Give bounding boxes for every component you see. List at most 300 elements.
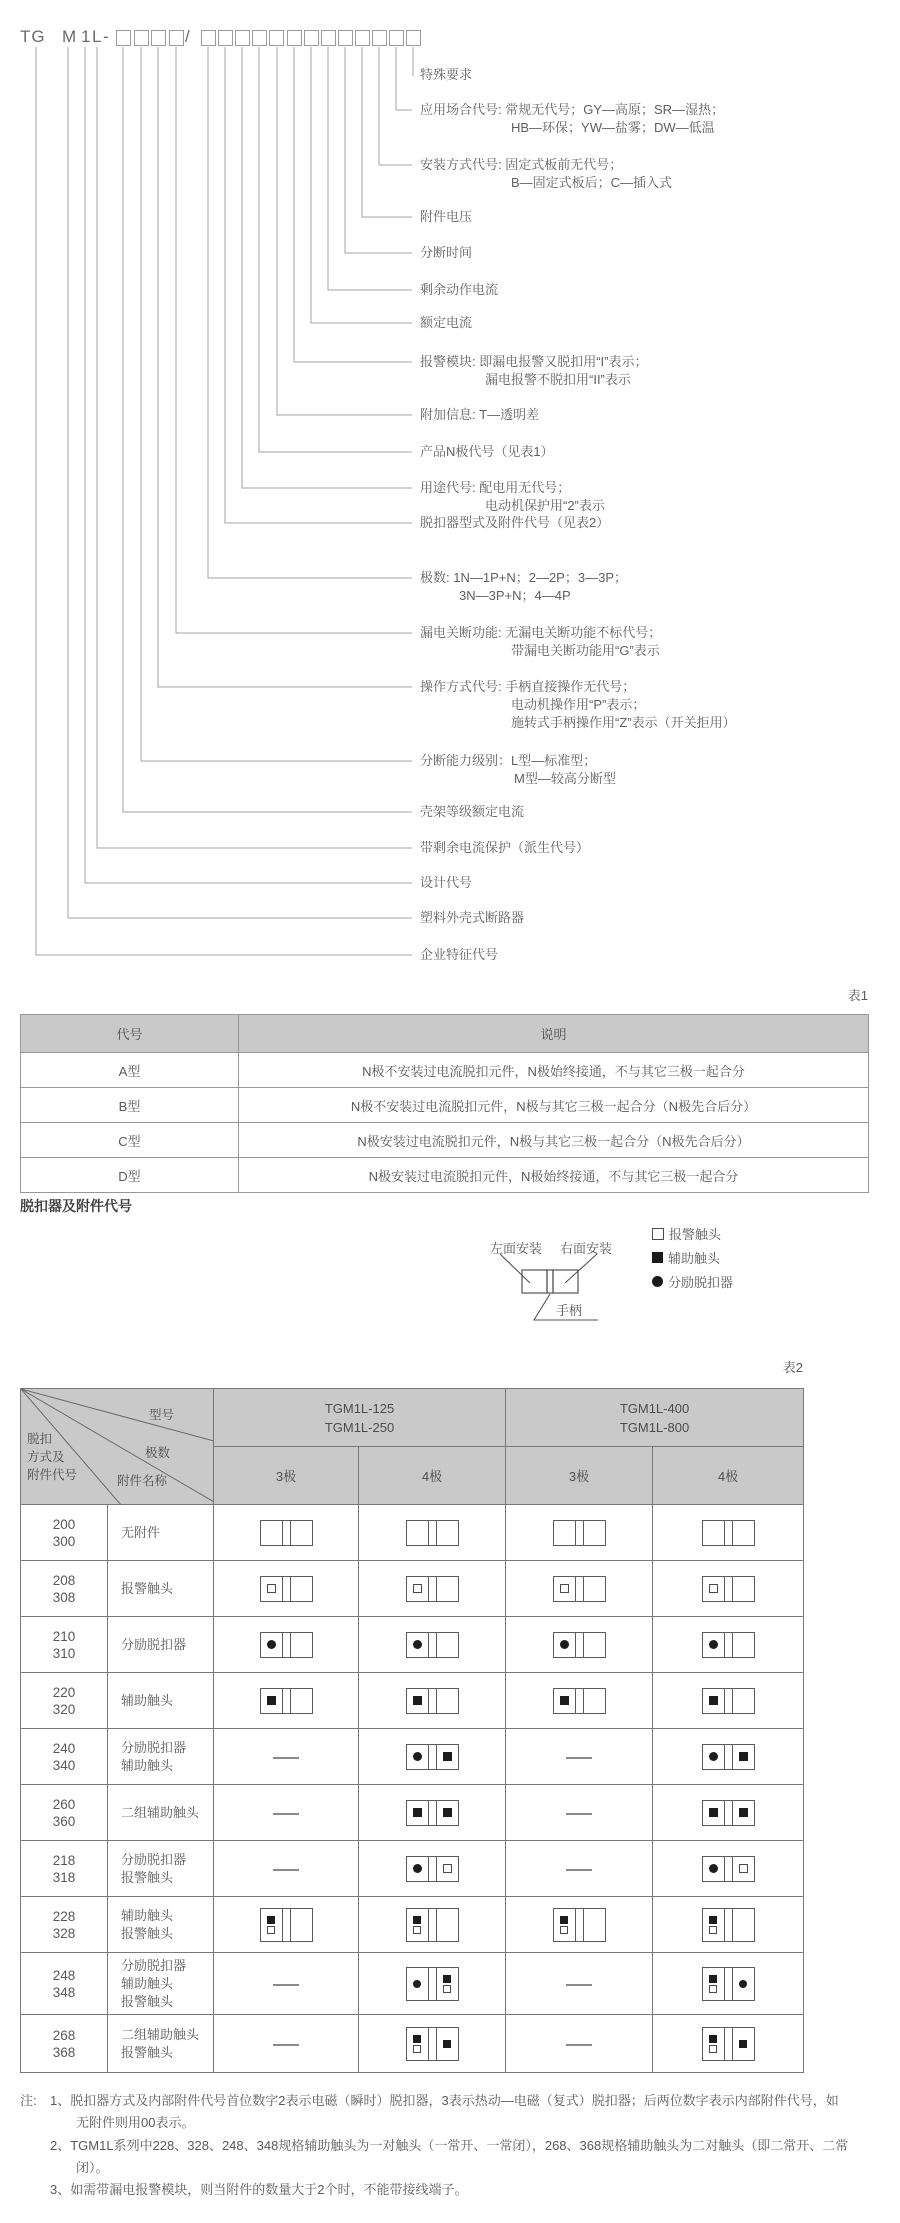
- n-pole-code-table: [20, 1014, 869, 1193]
- model-code-label: [420, 624, 661, 660]
- table2-spec-cell: [214, 1953, 359, 2015]
- table-row: [21, 1561, 804, 1617]
- note-number: 3、: [50, 2182, 71, 2198]
- table2-spec-cell: [653, 1897, 804, 1953]
- table2-spec-cell: [359, 1785, 506, 1841]
- table2-name-cell: [108, 1785, 214, 1841]
- table2-spec-cell: [653, 1505, 804, 1561]
- model-code-label: [420, 281, 498, 299]
- handle-strip: [724, 1521, 733, 1545]
- aux-contact-symbol: [709, 1696, 718, 1705]
- model-code-label: [420, 101, 724, 137]
- accessory-code: 220: [52, 1684, 76, 1700]
- aux-contact-symbol: [739, 1808, 748, 1817]
- handle-strip: [282, 1521, 291, 1545]
- alarm-contact-symbol: [413, 2045, 421, 2053]
- accessory-code: 248: [52, 1967, 76, 1983]
- table2-spec-cell: [506, 1953, 653, 2015]
- alarm-contact-symbol: [443, 1864, 452, 1873]
- table1-cell: N极安装过电流脱扣元件，N极始终接通，不与其它三极一起合分: [239, 1158, 869, 1193]
- aux-contact-symbol: [739, 1752, 748, 1761]
- handle-strip: [724, 1633, 733, 1657]
- table2-spec-cell: [359, 2015, 506, 2073]
- left-mount-cell: [703, 1745, 724, 1769]
- table2-code-cell: [21, 1841, 108, 1897]
- model-name: TGM1L-400: [619, 1400, 690, 1416]
- table2-header-row: [21, 1389, 804, 1447]
- accessory-code: 210: [52, 1628, 76, 1644]
- model-code-label-text: 分断时间: [420, 245, 473, 260]
- accessory-name: 分励脱扣器: [121, 1636, 187, 1652]
- model-code-box: [169, 30, 184, 46]
- model-code-box: [321, 30, 336, 46]
- spec-symbol-box: [406, 1856, 459, 1882]
- handle-strip: [282, 1689, 291, 1713]
- table2-name-cell: [108, 1617, 214, 1673]
- aux-contact-symbol: [413, 1696, 422, 1705]
- aux-contact-symbol: [560, 1696, 569, 1705]
- right-mount-cell: [437, 2028, 458, 2060]
- handle-strip: [724, 1909, 733, 1941]
- table1-cell: A型: [21, 1053, 239, 1088]
- table-row: [21, 1617, 804, 1673]
- model-code-letter: L: [92, 27, 103, 46]
- accessory-name: 辅助触头: [121, 1692, 174, 1708]
- dash-placeholder: [566, 1984, 592, 1986]
- legend-item-shunt-release: [652, 1272, 733, 1291]
- right-mount-cell: [437, 1689, 458, 1713]
- left-mount-cell: [554, 1577, 575, 1601]
- accessory-section-title: 脱扣器及附件代号: [20, 1198, 132, 1214]
- model-code-label-cont: 电动机操作用“P”表示；: [511, 697, 646, 712]
- table2-pole-header: 4极: [653, 1447, 804, 1505]
- dash-placeholder: [566, 1757, 592, 1759]
- aux-contact-symbol: [267, 1916, 275, 1924]
- model-code-box: [338, 30, 353, 46]
- corner-poles-label: 极数: [145, 1446, 171, 1460]
- table2-spec-cell: [653, 1729, 804, 1785]
- aux-contact-symbol: [560, 1916, 568, 1924]
- table2-spec-cell: [653, 1673, 804, 1729]
- table-row: [21, 1053, 869, 1088]
- accessory-name: 报警触头: [121, 1993, 174, 2009]
- model-code-box: [201, 30, 216, 46]
- handle-strip: [724, 1745, 733, 1769]
- table2-spec-cell: [506, 1673, 653, 1729]
- table2-corner-cell: [21, 1389, 214, 1505]
- leader-line: [36, 47, 412, 955]
- leader-line: [379, 47, 412, 165]
- accessory-name: 报警触头: [121, 1925, 174, 1941]
- left-mount-cell: [703, 2028, 724, 2060]
- model-code-label-text: 壳架等级额定电流: [420, 804, 525, 819]
- left-mount-cell: [407, 1801, 428, 1825]
- left-mount-cell: [703, 1577, 724, 1601]
- model-code-label: [420, 208, 472, 226]
- model-code-label-text: 附加信息: T—透明差: [420, 407, 540, 422]
- left-mount-cell: [554, 1521, 575, 1545]
- table2-spec-cell: [214, 1505, 359, 1561]
- aux-contact-symbol: [739, 2040, 747, 2048]
- leader-line: [412, 47, 413, 75]
- note-text: TGM1L系列中228、328、248、348规格辅助触头为一对触头（一常开、一常闭），268、368规格辅助触头为二对触头（即二常开、二常闭）。: [70, 2137, 849, 2176]
- table2-code-cell: [21, 1505, 108, 1561]
- table2-code-cell: [21, 1953, 108, 2015]
- handle-strip: [282, 1633, 291, 1657]
- model-code-label-cont: 漏电报警不脱扣用“II”表示: [485, 372, 631, 387]
- model-code-box: [116, 30, 131, 46]
- shunt-release-symbol: [413, 1980, 421, 1988]
- handle-strip: [282, 1577, 291, 1601]
- handle-strip: [428, 1745, 437, 1769]
- table2-spec-cell: [359, 1953, 506, 2015]
- aux-contact-symbol: [413, 1808, 422, 1817]
- right-mount-cell: [437, 1745, 458, 1769]
- model-code-label: [420, 156, 672, 192]
- right-mount-cell: [733, 1745, 754, 1769]
- right-mount-cell: [733, 1633, 754, 1657]
- model-code-box: [252, 30, 267, 46]
- model-code-label-text: 分断能力级别：L型—标准型；: [420, 753, 597, 768]
- table1-cell: D型: [21, 1158, 239, 1193]
- handle-strip: [575, 1909, 584, 1941]
- spec-symbol-box: [260, 1908, 313, 1942]
- spec-symbol-box: [553, 1688, 606, 1714]
- table2-spec-cell: [214, 2015, 359, 2073]
- model-code-label: [420, 443, 554, 461]
- aux-contact-symbol: [267, 1696, 276, 1705]
- note-item: [50, 2135, 850, 2180]
- right-mount-cell: [437, 1633, 458, 1657]
- legend-label: 分励脱扣器: [668, 1275, 734, 1290]
- left-mount-cell: [261, 1577, 282, 1601]
- handle-strip: [428, 2028, 437, 2060]
- handle-strip: [724, 1801, 733, 1825]
- model-code-label: [420, 909, 524, 927]
- accessory-name: 报警触头: [121, 1869, 174, 1885]
- model-code-label-cont: 带漏电关断功能用“G”表示: [511, 643, 660, 658]
- accessory-code: 268: [52, 2027, 76, 2043]
- right-mount-cell: [733, 1968, 754, 2000]
- table2-name-cell: [108, 1505, 214, 1561]
- spec-symbol-box: [260, 1576, 313, 1602]
- handle-strip: [428, 1521, 437, 1545]
- handle-strip: [428, 1857, 437, 1881]
- accessory-code: 328: [52, 1925, 76, 1941]
- left-mount-cell: [261, 1521, 282, 1545]
- table2-code-cell: [21, 1617, 108, 1673]
- accessory-code: 240: [52, 1740, 76, 1756]
- model-code-label-cont: HB—环保；YW—盐雾；DW—低温: [511, 120, 715, 135]
- table2-name-cell: [108, 1561, 214, 1617]
- table2-spec-cell: [359, 1505, 506, 1561]
- spec-symbol-box: [702, 1800, 755, 1826]
- model-name: TGM1L-250: [324, 1419, 395, 1435]
- note-text: 如需带漏电报警模块，则当附件的数量大于2个时，不能带接线端子。: [70, 2182, 468, 2198]
- accessory-name: 分励脱扣器: [121, 1739, 187, 1755]
- right-mount-cell: [437, 1521, 458, 1545]
- spec-symbol-box: [406, 1908, 459, 1942]
- note-item: [50, 2090, 850, 2135]
- aux-contact-symbol: [709, 1916, 717, 1924]
- legend-item-aux-contact: [652, 1248, 733, 1267]
- spec-symbol-box: [702, 1632, 755, 1658]
- spec-symbol-box: [406, 1800, 459, 1826]
- accessory-name: 分励脱扣器: [121, 1851, 187, 1867]
- spec-symbol-box: [406, 2027, 459, 2061]
- model-code-label-text: 漏电关断功能: 无漏电关断功能不标代号；: [420, 625, 662, 640]
- accessory-code: 228: [52, 1908, 76, 1924]
- trip-accessory-code-table: [20, 1388, 804, 2073]
- shunt-release-icon: [652, 1276, 663, 1287]
- right-mount-cell: [733, 2028, 754, 2060]
- shunt-release-symbol: [709, 1640, 718, 1649]
- model-code-label-text: 应用场合代号: 常规无代号；GY—高原；SR—湿热；: [420, 102, 725, 117]
- dash-placeholder: [273, 1813, 299, 1815]
- accessory-code: 360: [52, 1813, 76, 1829]
- model-code-label: [420, 874, 472, 892]
- aux-contact-symbol: [709, 1975, 717, 1983]
- dash-placeholder: [566, 1813, 592, 1815]
- breaker-mounting-diagram: [440, 1230, 660, 1326]
- model-code-box: [134, 30, 149, 46]
- table1-header-cell: 代号: [21, 1015, 239, 1053]
- table2-tag: 表2: [782, 1360, 803, 1375]
- left-mount-cell: [703, 1909, 724, 1941]
- leader-line: [396, 47, 412, 110]
- shunt-release-symbol: [413, 1640, 422, 1649]
- table2-code-cell: [21, 1729, 108, 1785]
- spec-symbol-box: [260, 1632, 313, 1658]
- shunt-release-symbol: [267, 1640, 276, 1649]
- dash-placeholder: [273, 1869, 299, 1871]
- model-code-label: [420, 839, 589, 857]
- right-mount-cell: [291, 1689, 312, 1713]
- accessory-code: 200: [52, 1516, 76, 1532]
- accessory-code: 208: [52, 1572, 76, 1588]
- model-code-box: [406, 30, 421, 46]
- model-code-box: [235, 30, 250, 46]
- model-code-label: [420, 479, 605, 515]
- accessory-code: 308: [52, 1589, 76, 1605]
- dash-placeholder: [273, 1984, 299, 1986]
- table1-cell: C型: [21, 1123, 239, 1158]
- corner-accessory-label: 附件名称: [117, 1474, 168, 1488]
- leader-line: [158, 47, 412, 687]
- table-row: [21, 1088, 869, 1123]
- table2-spec-cell: [506, 1785, 653, 1841]
- left-mount-cell: [703, 1521, 724, 1545]
- model-code-label: [420, 569, 627, 605]
- right-mount-cell: [437, 1909, 458, 1941]
- table2-code-cell: [21, 1561, 108, 1617]
- model-code-dash: -: [103, 27, 110, 46]
- right-mount-cell: [437, 1857, 458, 1881]
- spec-symbol-box: [702, 1576, 755, 1602]
- accessory-code: 310: [52, 1645, 76, 1661]
- handle-strip: [575, 1577, 584, 1601]
- legend-label: 辅助触头: [668, 1251, 721, 1266]
- left-mount-cell: [554, 1689, 575, 1713]
- note-number: 1、: [50, 2093, 71, 2108]
- accessory-code: 218: [52, 1852, 76, 1868]
- left-mount-cell: [407, 1521, 428, 1545]
- table2-name-cell: [108, 1673, 214, 1729]
- accessory-name: 辅助触头: [121, 1757, 174, 1773]
- table1-header-cell: 说明: [239, 1015, 869, 1053]
- handle-strip: [428, 1801, 437, 1825]
- left-mount-cell: [407, 1968, 428, 2000]
- corner-code-label: 脱扣: [27, 1432, 53, 1446]
- dash-placeholder: [566, 1869, 592, 1871]
- alarm-contact-symbol: [739, 1864, 748, 1873]
- model-code-label: [420, 752, 616, 788]
- accessory-code: 368: [52, 2044, 76, 2060]
- table2-spec-cell: [653, 1561, 804, 1617]
- left-mount-cell: [261, 1909, 282, 1941]
- right-mount-cell: [733, 1857, 754, 1881]
- table2-model-group-header: [214, 1389, 506, 1447]
- table2-pole-header: 3极: [214, 1447, 359, 1505]
- table2-name-cell: [108, 1897, 214, 1953]
- model-code-label-cont: B—固定式板后；C—插入式: [511, 175, 673, 190]
- model-code-box: [389, 30, 404, 46]
- left-mount-cell: [703, 1857, 724, 1881]
- model-code-label: [420, 314, 472, 332]
- table2-code-cell: [21, 1785, 108, 1841]
- model-code-slash: /: [185, 27, 191, 46]
- handle-strip: [575, 1521, 584, 1545]
- spec-symbol-box: [702, 1520, 755, 1546]
- model-code-label-text: 附件电压: [420, 209, 473, 224]
- right-mount-cell: [584, 1577, 605, 1601]
- aux-contact-symbol: [413, 1916, 421, 1924]
- spec-symbol-box: [553, 1520, 606, 1546]
- accessory-name: 报警触头: [121, 1580, 174, 1596]
- model-code-label: [420, 244, 472, 262]
- accessory-name: 二组辅助触头: [121, 2026, 200, 2042]
- leader-line: [208, 47, 412, 578]
- accessory-code: 348: [52, 1984, 76, 2000]
- table2-spec-cell: [506, 1561, 653, 1617]
- table1-cell: N极不安装过电流脱扣元件，N极与其它三极一起合分（N极先合后分）: [239, 1088, 869, 1123]
- model-code-label: [420, 678, 736, 732]
- spec-symbol-box: [553, 1908, 606, 1942]
- table2-spec-cell: [359, 1841, 506, 1897]
- table2-spec-cell: [214, 1785, 359, 1841]
- model-code-letter: TG: [20, 27, 46, 46]
- table-row: [21, 2015, 804, 2073]
- spec-symbol-box: [702, 1744, 755, 1770]
- leader-line: [123, 47, 412, 812]
- leader-line: [242, 47, 412, 488]
- right-mount-label: 右面安装: [560, 1241, 613, 1256]
- model-code-label: [420, 946, 498, 964]
- right-mount-cell: [437, 1968, 458, 2000]
- left-mount-cell: [703, 1689, 724, 1713]
- model-code-box: [287, 30, 302, 46]
- handle-strip: [428, 1577, 437, 1601]
- model-code-label-text: 特殊要求: [420, 67, 473, 82]
- spec-symbol-box: [406, 1576, 459, 1602]
- accessory-name: 报警触头: [121, 2044, 174, 2060]
- model-code-label-text: 带剩余电流保护（派生代号）: [420, 840, 590, 855]
- table2-spec-cell: [359, 1561, 506, 1617]
- spec-symbol-box: [553, 1576, 606, 1602]
- accessory-name: 辅助触头: [121, 1975, 174, 1991]
- leader-line: [311, 47, 412, 323]
- dash-placeholder: [273, 2044, 299, 2046]
- table2-spec-cell: [653, 1617, 804, 1673]
- accessory-code: 318: [52, 1869, 76, 1885]
- model-code-label-text: 设计代号: [420, 875, 473, 890]
- table2-name-cell: [108, 1729, 214, 1785]
- dash-placeholder: [273, 1757, 299, 1759]
- right-mount-cell: [733, 1521, 754, 1545]
- model-code-letter: M: [62, 27, 78, 46]
- table-row: [21, 1953, 804, 2015]
- model-code-label-text: 极数: 1N—1P+N；2—2P；3—3P；: [420, 570, 627, 585]
- footnotes: [20, 2090, 878, 2202]
- table1-cell: B型: [21, 1088, 239, 1123]
- spec-symbol-box: [702, 2027, 755, 2061]
- left-mount-cell: [407, 1857, 428, 1881]
- spec-symbol-box: [702, 1856, 755, 1882]
- table2-spec-cell: [214, 1841, 359, 1897]
- table2-spec-cell: [506, 2015, 653, 2073]
- right-mount-cell: [584, 1633, 605, 1657]
- right-mount-cell: [733, 1801, 754, 1825]
- table1-header-row: [21, 1015, 869, 1053]
- leader-line: [328, 47, 412, 290]
- right-mount-cell: [584, 1521, 605, 1545]
- aux-contact-icon: [652, 1252, 663, 1263]
- model-code-box: [218, 30, 233, 46]
- left-mount-label: 左面安装: [490, 1241, 543, 1256]
- right-mount-cell: [733, 1577, 754, 1601]
- shunt-release-symbol: [709, 1864, 718, 1873]
- right-mount-cell: [584, 1689, 605, 1713]
- handle-strip: [575, 1689, 584, 1713]
- table2-spec-cell: [653, 1953, 804, 2015]
- accessory-code: 300: [52, 1533, 76, 1549]
- model-code-label-text: 产品N极代号（见表1）: [420, 444, 554, 459]
- alarm-contact-symbol: [709, 1584, 718, 1593]
- alarm-contact-symbol: [709, 1985, 717, 1993]
- model-code-label-text: 额定电流: [420, 315, 473, 330]
- model-code-label-text: 企业特征代号: [420, 947, 499, 962]
- accessory-code: 260: [52, 1796, 76, 1812]
- table1-cell: N极安装过电流脱扣元件，N极与其它三极一起合分（N极先合后分）: [239, 1123, 869, 1158]
- spec-symbol-box: [406, 1967, 459, 2001]
- table2-spec-cell: [214, 1897, 359, 1953]
- accessory-name: 辅助触头: [121, 1907, 174, 1923]
- alarm-contact-icon: [652, 1228, 664, 1240]
- model-code-label-cont: M型—较高分断型: [514, 771, 616, 786]
- left-mount-cell: [407, 1745, 428, 1769]
- model-code-label: [420, 803, 524, 821]
- shunt-release-symbol: [413, 1752, 422, 1761]
- table2-spec-cell: [653, 1785, 804, 1841]
- table2-name-cell: [108, 1953, 214, 2015]
- model-code-letter: 1: [81, 27, 92, 46]
- model-code-label-text: 报警模块: 即漏电报警又脱扣用“I”表示；: [420, 354, 648, 369]
- leader-line: [141, 47, 412, 761]
- aux-contact-symbol: [443, 1808, 452, 1817]
- table2-spec-cell: [359, 1673, 506, 1729]
- model-code-label-text: 用途代号: 配电用无代号；: [420, 480, 571, 495]
- left-mount-cell: [703, 1801, 724, 1825]
